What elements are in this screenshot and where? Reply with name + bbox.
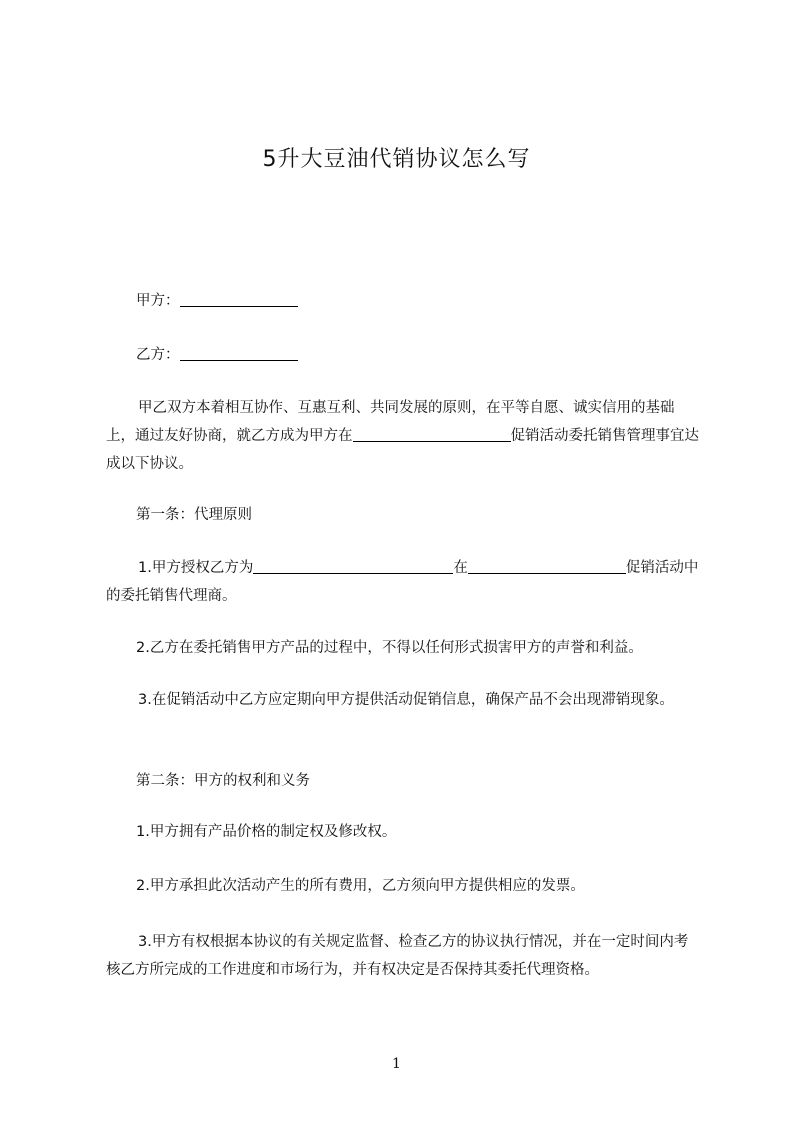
article1-item1-blank-2 (468, 559, 626, 574)
intro-text-2: 促销活动委托销售管理事宜达成以下协议。 (106, 428, 699, 472)
party-a-blank (180, 292, 298, 307)
party-a-label: 甲方： (136, 293, 180, 309)
party-b-blank (180, 346, 298, 361)
page-number: 1 (392, 1056, 401, 1072)
article2-item2: 2.甲方承担此次活动产生的所有费用，乙方须向甲方提供相应的发票。 (136, 878, 585, 894)
party-a-line (136, 290, 298, 312)
party-b-label: 乙方： (136, 347, 180, 363)
article1-item1-blank-1 (253, 559, 453, 574)
article2-item1: 1.甲方拥有产品价格的制定权及修改权。 (136, 824, 397, 840)
article2-heading: 第二条：甲方的权利和义务 (136, 773, 310, 789)
article1-item2: 2.乙方在委托销售甲方产品的过程中，不得以任何形式损害甲方的声誉和利益。 (136, 640, 643, 656)
document-title: 5升大豆油代销协议怎么写 (262, 147, 531, 172)
article2-item3: 3.甲方有权根据本协议的有关规定监督、检查乙方的协议执行情况，并在一定时间内考核乙方所完成的工作进度和市场行为，并有权决定是否保持其委托代理资格。 (106, 934, 689, 978)
party-b-line (136, 344, 298, 366)
intro-blank (353, 427, 511, 442)
intro-paragraph (106, 394, 702, 478)
article1-item1-text-c: 促销活动中的委托销售代理商。 (106, 560, 699, 604)
article1-item1 (106, 554, 702, 610)
article1-item1-text-a: 1.甲方授权乙方为 (138, 560, 254, 576)
intro-text-1: 甲乙双方本着相互协作、互惠互利、共同发展的原则，在平等自愿、诚实信用的基础上，通过友好协商，就乙方成为甲方在 (106, 400, 675, 444)
article1-item1-text-b: 在 (453, 560, 468, 576)
article1-heading: 第一条：代理原则 (136, 507, 252, 523)
article1-item3: 3.在促销活动中乙方应定期向甲方提供活动促销信息，确保产品不会出现滞销现象。 (138, 692, 674, 708)
